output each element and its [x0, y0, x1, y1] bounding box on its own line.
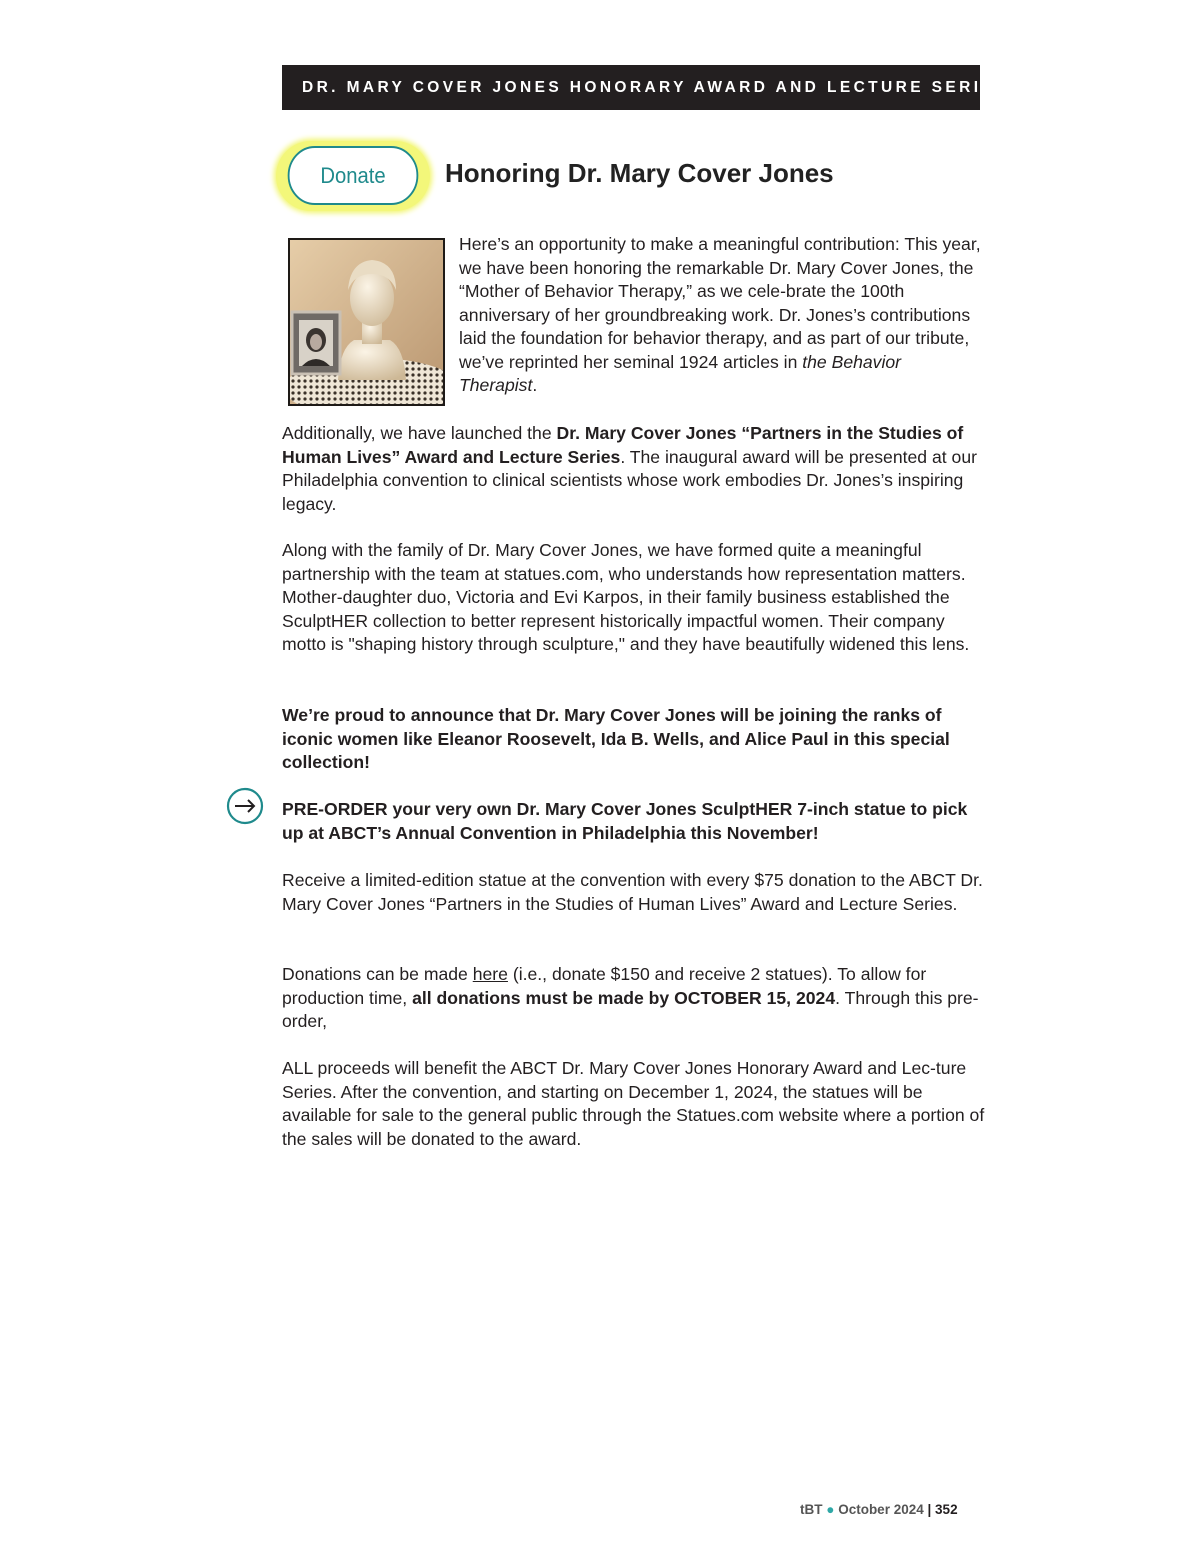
statue-photo: [288, 238, 445, 406]
journal-name: the Behavior Therapist: [459, 351, 902, 395]
footer-separator: |: [927, 1502, 932, 1517]
page-number: 352: [935, 1502, 958, 1517]
footer-issue: October 2024: [838, 1502, 924, 1517]
section-banner: [282, 65, 1009, 110]
donation-text-end: . Through this pre-order,: [282, 987, 979, 1031]
award-paragraph: [282, 422, 987, 516]
donation-deadline: all donations must be made by OCTOBER 15, 2024: [412, 987, 836, 1008]
award-text-end: . The inaugural award will be presented at our Philadelphia convention to clinical scientists whose work embodies Dr. Jones’s inspiring legacy.: [282, 446, 977, 514]
limited-edition-paragraph: Receive a limited-edition statue at the convention with every $75 donation to the ABCT Dr. Mary Cover Jones “Partners in the Studies of Human Lives” Award and Lecture Series.: [282, 870, 983, 914]
proceeds-paragraph: ALL proceeds will benefit the ABCT Dr. Mary Cover Jones Honorary Award and Lec-ture Series. After the convention, and starting on December 1, 2024, the statues will be available for sale to the general public through the Statues.com website where a portion of the sales will be donated to the award.: [282, 1058, 985, 1149]
donation-text-start: Donations can be made: [282, 964, 473, 984]
donation-text-mid: (i.e., donate $150 and receive 2 statues). To allow for production time,: [282, 964, 927, 1008]
intro-end: .: [532, 375, 538, 395]
intro-paragraph: [459, 233, 984, 398]
footer-journal: tBT: [800, 1502, 823, 1517]
footer-dot-icon: ●: [826, 1502, 835, 1517]
donate-button-label: Donate: [320, 162, 386, 188]
announcement-paragraph: We’re proud to announce that Dr. Mary Cover Jones will be joining the ranks of iconic women like Eleanor Roosevelt, Ida B. Wells, and Alice Paul in this special collection!: [282, 705, 950, 772]
donation-link[interactable]: here: [472, 964, 508, 984]
donate-button[interactable]: [288, 146, 419, 205]
section-banner-text: DR. MARY COVER JONES HONORARY AWARD AND LECTURE SERIES: [302, 78, 1009, 96]
right-arrow-circle-icon: [226, 787, 264, 825]
page-footer: [800, 1502, 958, 1517]
intro-text: Here’s an opportunity to make a meaningful contribution: This year, we have been honoring the remarkable Dr. Mary Cover Jones, the “Mother of Behavior Therapy,” as we cele-brate the 100th anniversary of her groundbreaking work. Dr. Jones’s contributions laid the foundation for behavior therapy, and as part of our tribute, we’ve reprinted her seminal 1924 articles in: [459, 234, 981, 372]
page-title: Honoring Dr. Mary Cover Jones: [445, 158, 834, 188]
preorder-paragraph: PRE-ORDER your very own Dr. Mary Cover Jones SculptHER 7-inch statue to pick up at ABCT’s Annual Convention in Philadelphia this November!: [282, 799, 968, 843]
award-text-start: Additionally, we have launched the: [282, 423, 557, 443]
award-name: Dr. Mary Cover Jones “Partners in the Studies of Human Lives” Award and Lecture Series: [282, 423, 964, 467]
donation-paragraph: [282, 963, 987, 1034]
partnership-paragraph: Along with the family of Dr. Mary Cover Jones, we have formed quite a meaningful partnership with the team at statues.com, who understands how representation matters. Mother-daughter duo, Victoria and Evi Karpos, in their family business established the SculptHER collection to better represent historically impactful women. Their company motto is "shaping history through sculpture," and they have beautifully widened this lens.: [282, 540, 970, 654]
statue-bust-image: [290, 240, 443, 404]
